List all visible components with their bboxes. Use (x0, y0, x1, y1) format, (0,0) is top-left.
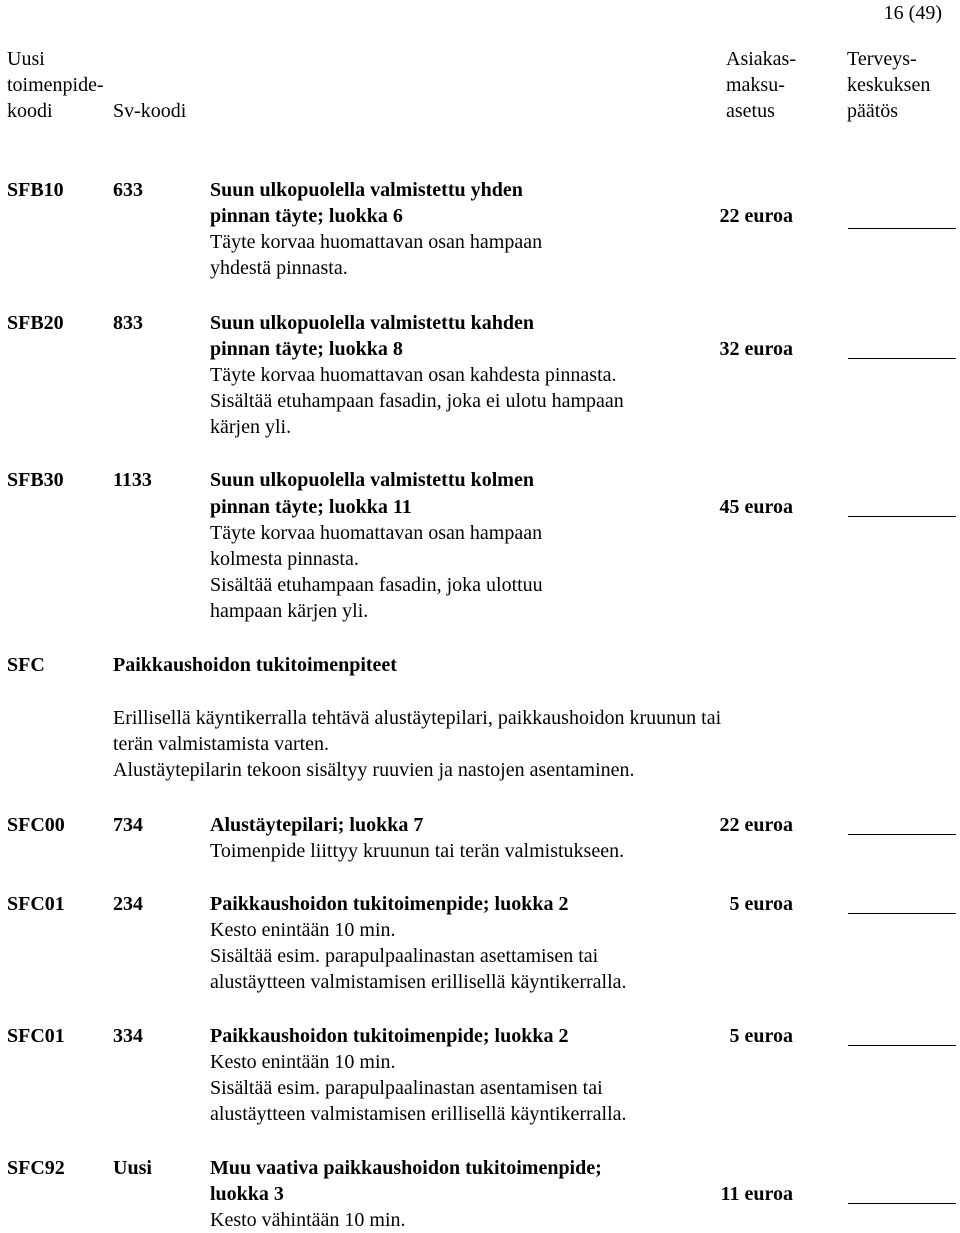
procedure-code: SFB10 (7, 179, 64, 201)
section-description-line: Alustäytepilarin tekoon sisältyy ruuvien ja nastojen asentaminen. (113, 759, 635, 781)
procedure-description-line: Sisältää etuhampaan fasadin, joka ulottuu (210, 574, 543, 596)
procedure-price: 11 euroa (720, 1183, 793, 1205)
procedure-description-line: Sisältää esim. parapulpaalinastan asettamisen tai (210, 945, 599, 967)
procedure-description-line: kolmesta pinnasta. (210, 548, 359, 570)
procedure-code: SFC01 (7, 1025, 65, 1047)
decision-blank-line (848, 358, 956, 359)
procedure-price: 22 euroa (719, 814, 793, 836)
header-col-fee-line2: maksu- (726, 74, 785, 96)
sv-code: 633 (113, 179, 143, 201)
section-description-line: Erillisellä käyntikerralla tehtävä alustäytepilari, paikkaushoidon kruunun tai (113, 707, 722, 729)
procedure-code: SFC92 (7, 1157, 65, 1179)
header-col-new-code-line1: Uusi (7, 48, 45, 70)
procedure-price: 5 euroa (729, 893, 793, 915)
procedure-title-line2: luokka 3 (210, 1183, 284, 1205)
procedure-price: 5 euroa (729, 1025, 793, 1047)
procedure-title-line2: pinnan täyte; luokka 6 (210, 205, 403, 227)
page-number: 16 (49) (883, 2, 942, 24)
procedure-price: 45 euroa (719, 496, 793, 518)
decision-blank-line (848, 516, 956, 517)
decision-blank-line (848, 228, 956, 229)
section-code: SFC (7, 654, 45, 676)
procedure-code: SFC01 (7, 893, 65, 915)
procedure-title-line1: Suun ulkopuolella valmistettu kahden (210, 312, 534, 334)
procedure-description-line: alustäytteen valmistamisen erillisellä käyntikerralla. (210, 971, 627, 993)
procedure-description-line: Kesto enintään 10 min. (210, 919, 396, 941)
procedure-code: SFB30 (7, 469, 64, 491)
decision-blank-line (848, 913, 956, 914)
header-col-fee-line3: asetus (726, 100, 775, 122)
header-col-decision-line2: keskuksen (847, 74, 931, 96)
procedure-title-line1: Muu vaativa paikkaushoidon tukitoimenpide; (210, 1157, 602, 1179)
sv-code: 234 (113, 893, 143, 915)
header-col-new-code-line2: toimenpide- (7, 74, 104, 96)
header-col-decision-line1: Terveys- (847, 48, 917, 70)
sv-code: 734 (113, 814, 143, 836)
procedure-title-line2: pinnan täyte; luokka 11 (210, 496, 412, 518)
sv-code: 1133 (113, 469, 152, 491)
procedure-description-line: Kesto vähintään 10 min. (210, 1209, 406, 1231)
header-col-fee (726, 46, 796, 124)
header-col-sv-code: Sv-koodi (113, 100, 187, 122)
procedure-title-line1: Paikkaushoidon tukitoimenpide; luokka 2 (210, 1025, 569, 1047)
header-col-fee-line1: Asiakas- (726, 48, 796, 70)
decision-blank-line (848, 1045, 956, 1046)
decision-blank-line (848, 834, 956, 835)
section-title: Paikkaushoidon tukitoimenpiteet (113, 654, 397, 676)
header-col-new-code (7, 46, 104, 124)
procedure-description-line: hampaan kärjen yli. (210, 600, 369, 622)
procedure-description-line: Täyte korvaa huomattavan osan kahdesta pinnasta. (210, 364, 617, 386)
procedure-title-line1: Alustäytepilari; luokka 7 (210, 814, 424, 836)
header-col-new-code-line3: koodi (7, 100, 53, 122)
procedure-description-line: Täyte korvaa huomattavan osan hampaan (210, 231, 543, 253)
procedure-code: SFB20 (7, 312, 64, 334)
section-description-line: terän valmistamista varten. (113, 733, 330, 755)
header-col-decision (847, 46, 930, 124)
procedure-description-line: Täyte korvaa huomattavan osan hampaan (210, 522, 543, 544)
sv-code: 334 (113, 1025, 143, 1047)
header-col-decision-line3: päätös (847, 100, 899, 122)
procedure-description-line: kärjen yli. (210, 416, 292, 438)
procedure-description-line: Kesto enintään 10 min. (210, 1051, 396, 1073)
procedure-title-line2: pinnan täyte; luokka 8 (210, 338, 403, 360)
procedure-description-line: Toimenpide liittyy kruunun tai terän valmistukseen. (210, 840, 625, 862)
procedure-code: SFC00 (7, 814, 65, 836)
sv-code: Uusi (113, 1157, 152, 1179)
sv-code: 833 (113, 312, 143, 334)
procedure-description-line: yhdestä pinnasta. (210, 257, 348, 279)
procedure-description-line: Sisältää etuhampaan fasadin, joka ei ulotu hampaan (210, 390, 624, 412)
procedure-price: 32 euroa (719, 338, 793, 360)
procedure-title-line1: Suun ulkopuolella valmistettu yhden (210, 179, 523, 201)
procedure-title-line1: Paikkaushoidon tukitoimenpide; luokka 2 (210, 893, 569, 915)
procedure-description-line: alustäytteen valmistamisen erillisellä käyntikerralla. (210, 1103, 627, 1125)
procedure-description-line: Sisältää esim. parapulpaalinastan asentamisen tai (210, 1077, 603, 1099)
decision-blank-line (848, 1203, 956, 1204)
procedure-title-line1: Suun ulkopuolella valmistettu kolmen (210, 469, 534, 491)
procedure-price: 22 euroa (719, 205, 793, 227)
